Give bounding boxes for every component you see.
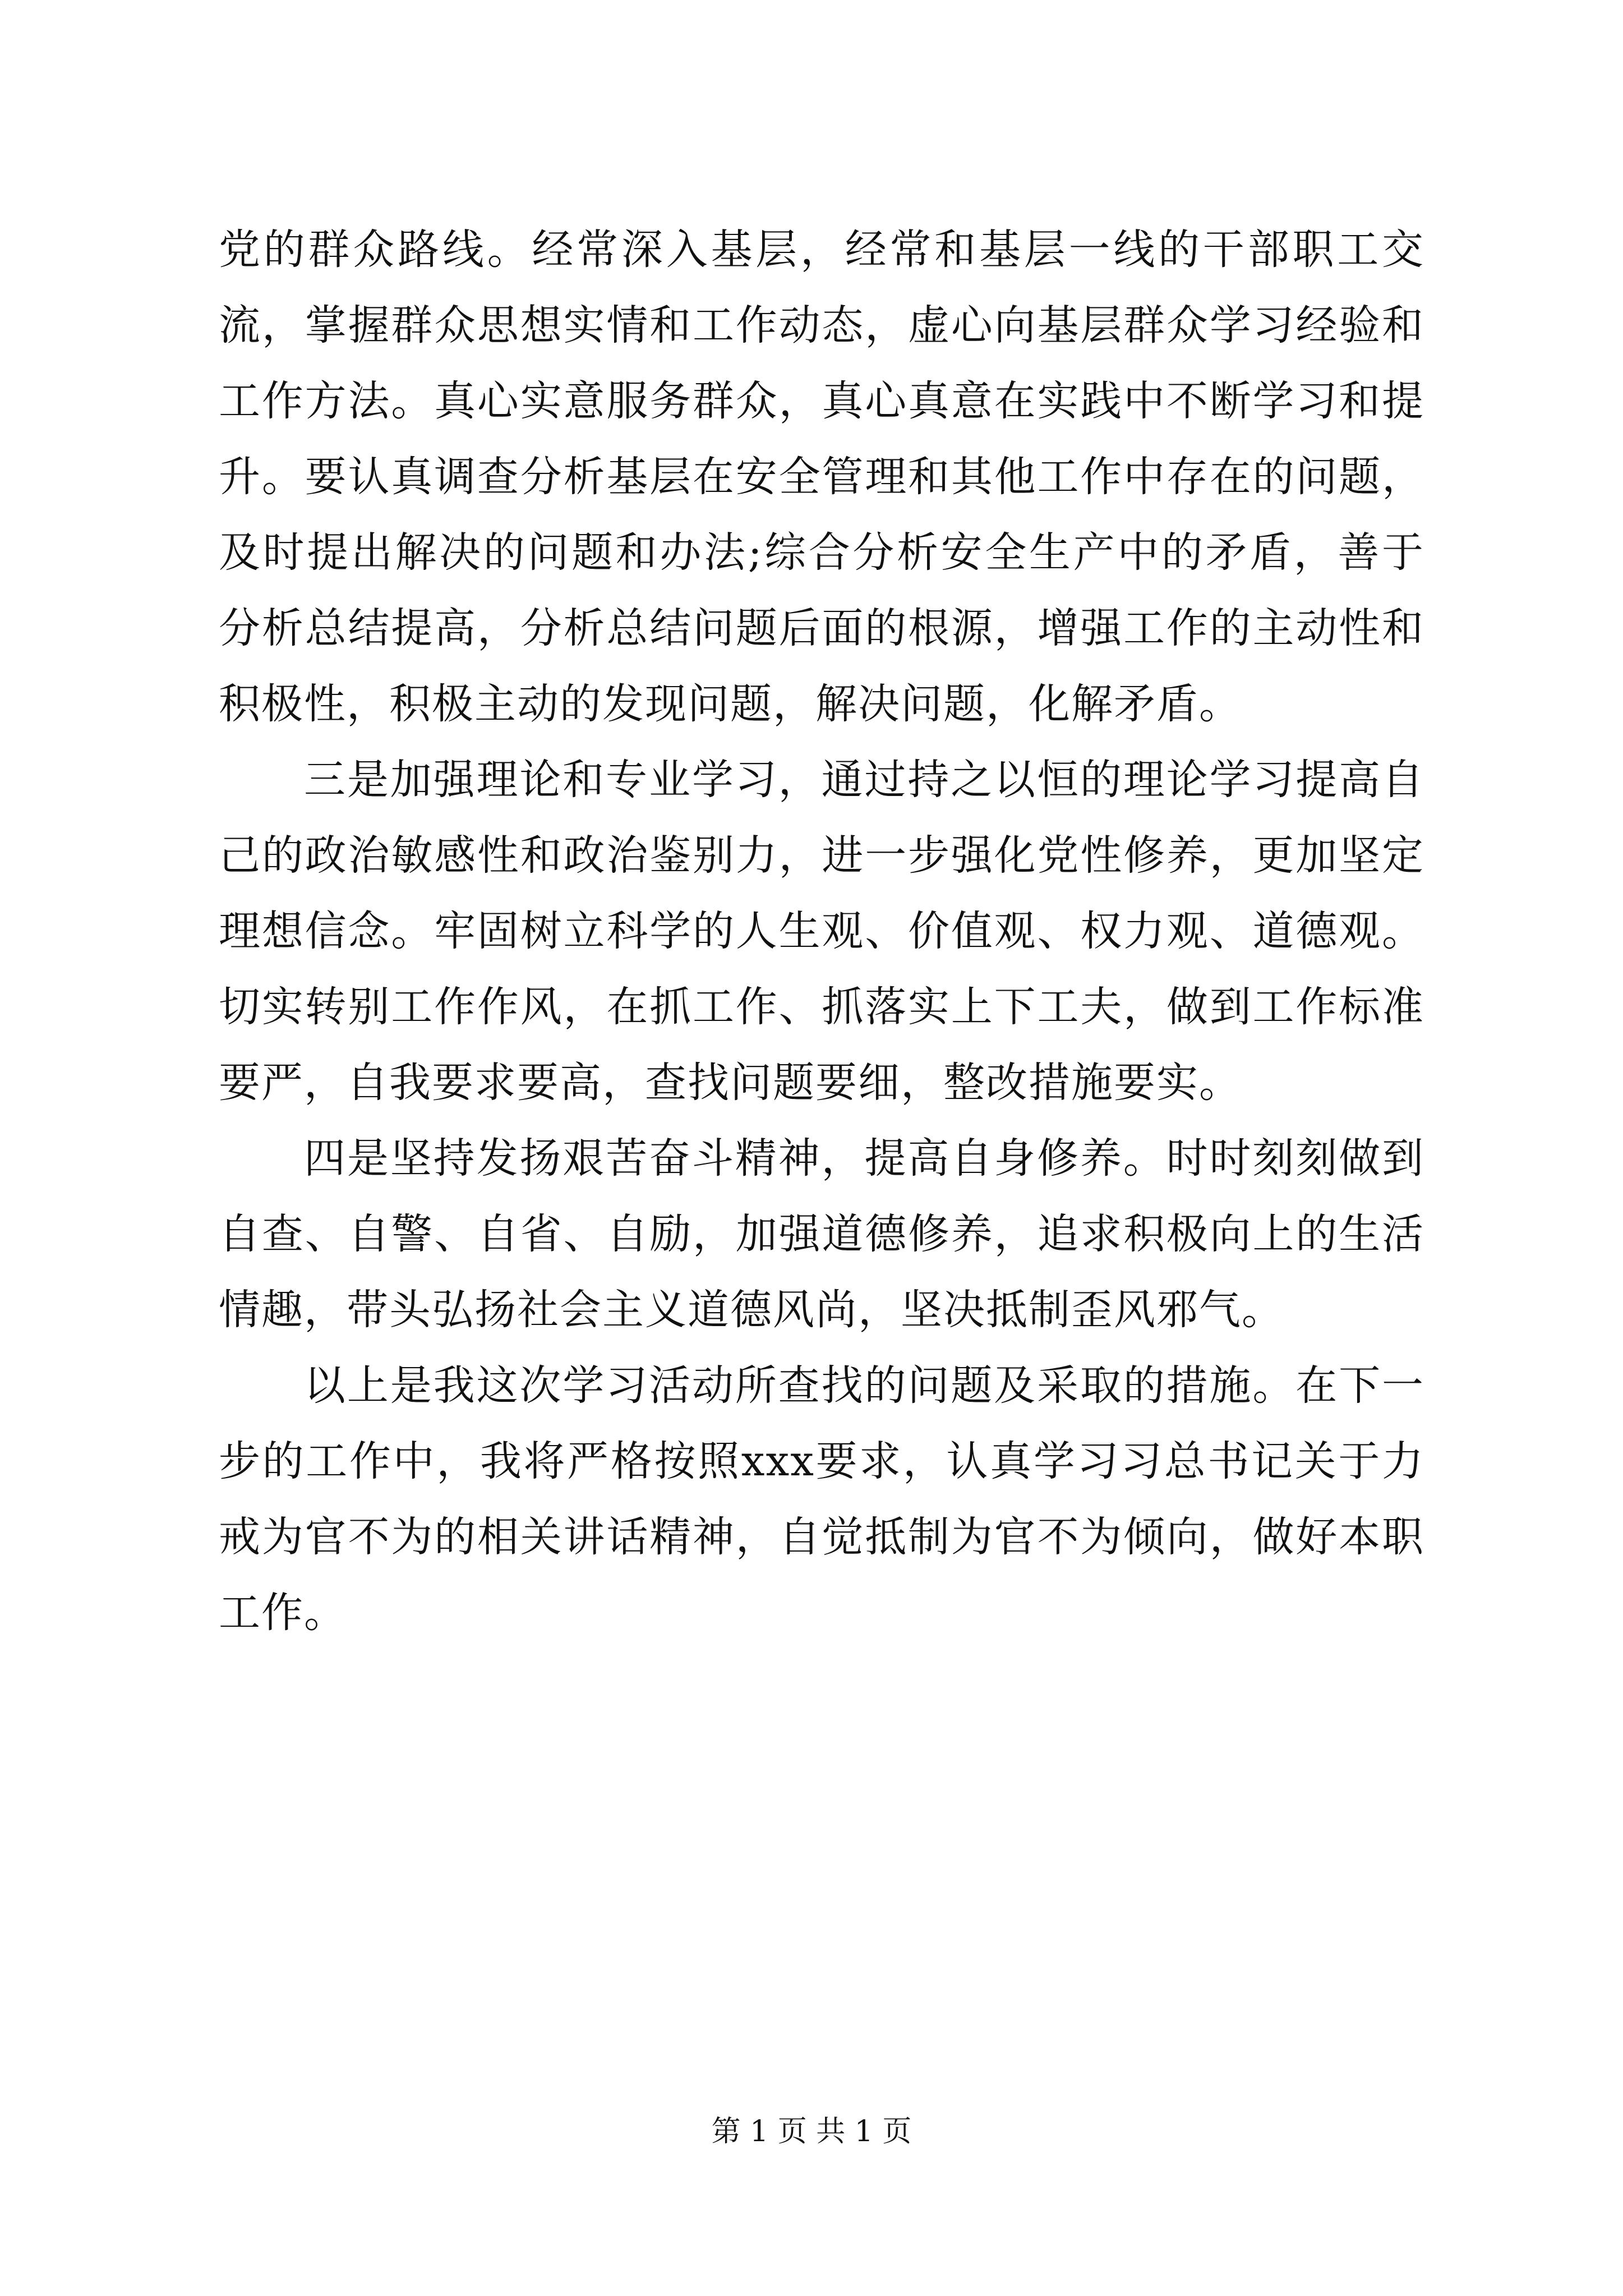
paragraph-1: 党的群众路线。经常深入基层，经常和基层一线的干部职工交流，掌握群众思想实情和工作动态，虚心向基层群众学习经验和工作方法。真心实意服务群众，真心真意在实践中不断学习和提升。要认真调查分析基层在安全管理和其他工作中存在的问题，及时提出解决的问题和办法;综合分析安全生产中的矛盾，善于分析总结提高，分析总结问题后面的根源，增强工作的主动性和积极性，积极主动的发现问题，解决问题，化解矛盾。 (219, 226, 1424, 728)
paragraph-4: 以上是我这次学习活动所查找的问题及采取的措施。在下一步的工作中，我将严格按照xxx要求，认真学习习总书记关于力戒为官不为的相关讲话精神，自觉抵制为官不为倾向，做好本职工作。 (219, 1361, 1424, 1637)
paragraph-2: 三是加强理论和专业学习，通过持之以恒的理论学习提高自己的政治敏感性和政治鉴别力，进一步强化党性修养，更加坚定理想信念。牢固树立科学的人生观、价值观、权力观、道德观。切实转别工作作风，在抓工作、抓落实上下工夫，做到工作标准要严，自我要求要高，查找问题要细，整改措施要实。 (219, 756, 1424, 1107)
page-number-footer: 第 1 页 共 1 页 (711, 2115, 912, 2148)
paragraph-3: 四是坚持发扬艰苦奋斗精神，提高自身修养。时时刻刻做到自查、自警、自省、自励，加强道德修养，追求积极向上的生活情趣，带头弘扬社会主义道德风尚，坚决抵制歪风邪气。 (219, 1134, 1424, 1334)
document-body (219, 212, 1424, 1651)
